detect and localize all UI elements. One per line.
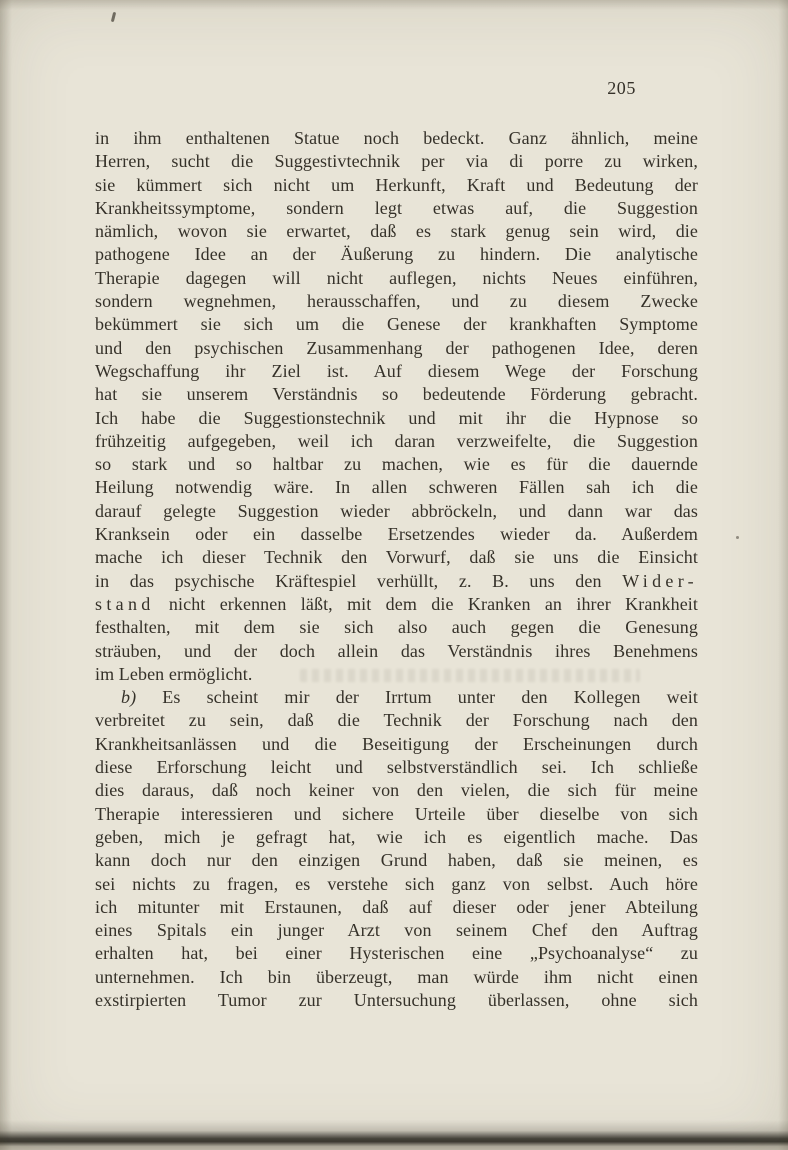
page-number: 205	[607, 78, 636, 98]
text-line	[95, 989, 698, 1012]
text-segment: Herren, sucht die Suggestivtechnik per via di porre zu wirken,	[95, 151, 698, 172]
text-segment: dies daraus, daß noch keiner von den vielen, die sich für meine	[95, 780, 698, 801]
text-segment: und den psychischen Zusammenhang der pathogenen Idee, deren	[95, 337, 698, 358]
italic-text: b)	[121, 687, 137, 708]
text-segment: mache ich dieser Technik den Vorwurf, daß sie uns die Einsicht	[95, 547, 698, 568]
text-segment: in ihm enthaltenen Statue noch bedeckt. Ganz ähnlich, meine	[95, 128, 698, 148]
text-segment: Therapie dagegen will nicht auflegen, nichts Neues einführen,	[95, 267, 698, 288]
text-line	[95, 896, 698, 919]
text-block	[95, 127, 698, 1012]
text-line	[95, 150, 698, 173]
text-segment: Wegschaffung ihr Ziel ist. Auf diesem Wege der Forschung	[95, 360, 698, 381]
text-segment: pathogene Idee an der Äußerung zu hindern. Die analytische	[95, 244, 698, 265]
text-line	[95, 640, 698, 663]
text-line	[95, 849, 698, 872]
text-line	[95, 290, 698, 313]
text-segment: nicht erkennen läßt, mit dem die Kranken an ihrer Krankheit	[154, 593, 698, 614]
text-line	[95, 430, 698, 453]
scan-edge-right	[778, 0, 788, 1150]
text-segment: geben, mich je gefragt hat, wie ich es eigentlich mache. Das	[95, 826, 698, 847]
text-line	[95, 756, 698, 779]
text-segment: Kranksein oder ein dasselbe Ersetzendes wieder da. Außerdem	[95, 524, 698, 545]
text-segment: Krankheitssymptome, sondern legt etwas auf, die Suggestion	[95, 197, 698, 218]
text-line	[95, 616, 698, 639]
text-segment: so stark und so haltbar zu machen, wie es für die dauernde	[95, 454, 698, 475]
text-line	[95, 803, 698, 826]
text-line	[95, 942, 698, 965]
text-segment: verbreitet zu sein, daß die Technik der Forschung nach den	[95, 710, 698, 731]
text-line	[95, 686, 698, 709]
letterspaced-emphasis: Wider-	[622, 570, 698, 591]
text-line	[95, 826, 698, 849]
text-line	[95, 197, 698, 220]
text-line	[95, 127, 698, 150]
text-line	[95, 174, 698, 197]
scan-edge-top	[0, 0, 788, 10]
scan-edge-bottom	[0, 1120, 788, 1150]
text-line	[95, 407, 698, 430]
text-segment: in das psychische Kräftespiel verhüllt, z. B. uns den	[95, 570, 623, 591]
text-segment: bekümmert sie sich um die Genese der krankhaften Symptome	[95, 314, 698, 335]
text-segment: erhalten hat, bei einer Hysterischen eine „Psychoanalyse“ zu	[95, 943, 698, 964]
text-segment: Ich habe die Suggestionstechnik und mit ihr die Hypnose so	[95, 407, 698, 428]
text-segment: kann doch nur den einzigen Grund haben, daß sie meinen, es	[95, 850, 698, 871]
text-line	[95, 873, 698, 896]
text-segment: exstirpierten Tumor zur Untersuchung überlassen, ohne sich	[95, 989, 698, 1010]
letterspaced-emphasis: stand	[95, 593, 155, 614]
scan-speck	[736, 536, 739, 539]
scan-speck	[111, 12, 116, 22]
text-segment: Therapie interessieren und sichere Urteile über dieselbe von sich	[95, 803, 698, 824]
text-line	[95, 966, 698, 989]
text-line	[95, 709, 698, 732]
text-segment: Heilung notwendig wäre. In allen schweren Fällen sah ich die	[95, 477, 698, 498]
text-segment: sträuben, und der doch allein das Verständnis ihres Benehmens	[95, 640, 698, 661]
text-segment: diese Erforschung leicht und selbstverständlich sei. Ich schließe	[95, 757, 698, 778]
text-line	[95, 919, 698, 942]
text-line	[95, 243, 698, 266]
text-segment: hat sie unserem Verständnis so bedeutende Förderung gebracht.	[95, 384, 698, 405]
text-line	[95, 500, 698, 523]
text-segment: darauf gelegte Suggestion wieder abbröckeln, und dann war das	[95, 500, 698, 521]
text-segment: sei nichts zu fragen, es verstehe sich ganz von selbst. Auch höre	[95, 873, 698, 894]
text-line	[95, 337, 698, 360]
text-line	[95, 476, 698, 499]
text-line	[95, 523, 698, 546]
text-segment: festhalten, mit dem sie sich also auch gegen die Genesung	[95, 617, 698, 638]
reverse-page-showthrough	[300, 669, 640, 682]
text-segment: sie kümmert sich nicht um Herkunft, Kraft und Bedeutung der	[95, 174, 698, 195]
text-line	[95, 313, 698, 336]
text-line	[95, 546, 698, 569]
text-line	[95, 779, 698, 802]
text-segment: nämlich, wovon sie erwartet, daß es stark genug sein wird, die	[95, 221, 698, 242]
text-line	[95, 360, 698, 383]
scan-edge-left	[0, 0, 12, 1150]
text-segment: Krankheitsanlässen und die Beseitigung der Erscheinungen durch	[95, 733, 698, 754]
text-line	[95, 733, 698, 756]
text-line	[95, 453, 698, 476]
text-segment: frühzeitig aufgegeben, weil ich daran verzweifelte, die Suggestion	[95, 430, 698, 451]
text-segment: Es scheint mir der Irrtum unter den Kollegen weit	[136, 687, 698, 708]
text-segment: eines Spitals ein junger Arzt von seinem Chef den Auftrag	[95, 920, 698, 941]
text-line	[95, 267, 698, 290]
text-segment: unternehmen. Ich bin überzeugt, man würde ihm nicht einen	[95, 966, 698, 987]
text-line	[95, 570, 698, 593]
text-segment: ich mitunter mit Erstaunen, daß auf dieser oder jener Abteilung	[95, 896, 698, 917]
text-line	[95, 593, 698, 616]
text-segment: sondern wegnehmen, herausschaffen, und zu diesem Zwecke	[95, 291, 698, 312]
text-segment: im Leben ermöglicht.	[95, 663, 253, 684]
text-line	[95, 383, 698, 406]
text-line	[95, 220, 698, 243]
